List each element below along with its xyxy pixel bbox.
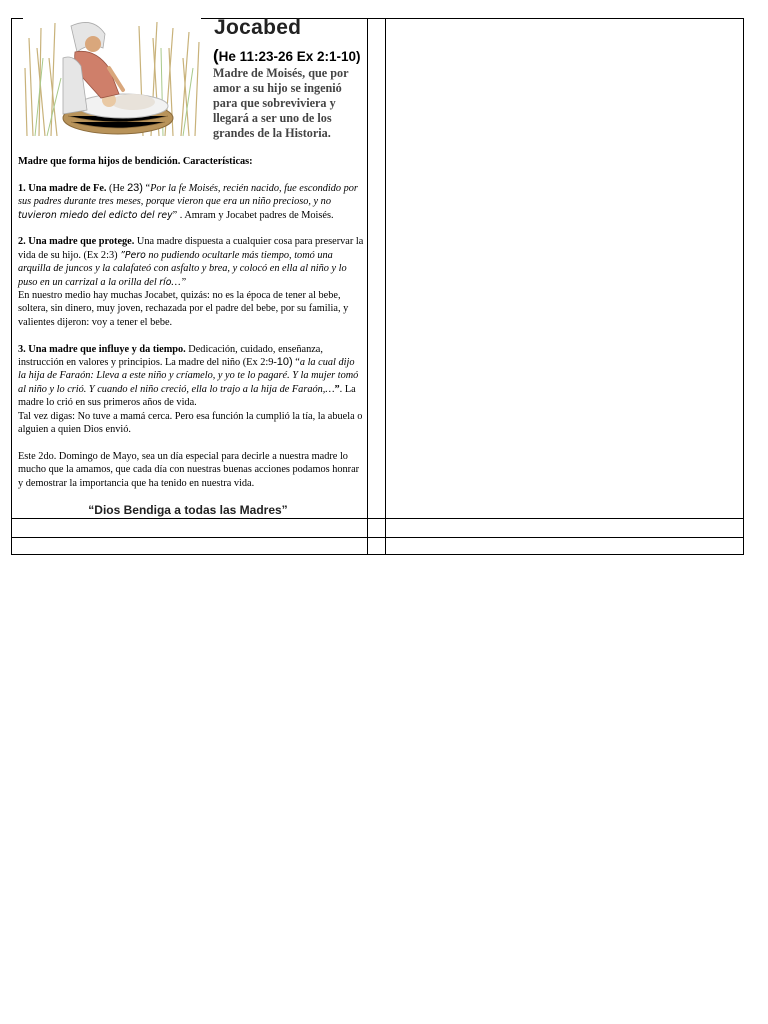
- section-1-tail: . Amram y Jocabet padres de Moisés.: [179, 209, 334, 221]
- section-1-title: 1. Una madre de Fe.: [18, 182, 107, 194]
- section-1-ref-number: 23): [127, 181, 143, 194]
- section-heading: Madre que forma hijos de bendición. Características:: [18, 156, 253, 167]
- section-1-ref: (He: [106, 182, 128, 194]
- quote-open: “: [292, 357, 300, 369]
- section-2-quote-handwritten-end: río: [159, 276, 172, 288]
- column-divider: [367, 19, 368, 554]
- section-1: [18, 182, 364, 222]
- section-3: [18, 343, 364, 437]
- section-2: [18, 235, 364, 329]
- section-3-text: Dedicación, cuidado, enseñanza, instrucción en valores y principios. La madre del niño (Ex 2:9-: [18, 343, 323, 369]
- intro-text: Madre de Moisés, que por amor a su hijo se ingenió para que sobreviviera y llegará a ser uno de los grandes de la Historia.: [213, 66, 349, 140]
- section-1-quote-handwritten: tuvieron miedo del edicto del rey: [18, 209, 173, 221]
- body-text: [18, 155, 364, 503]
- section-2-quote: no pudiendo ocultarle más tiempo, tomó una arquilla de juncos y la calafateó con asfalto y brea, y colocó en ella al niño y lo puso en un carrizal a la orilla del: [18, 249, 347, 288]
- quote-close: ”: [172, 209, 180, 221]
- section-2-title: 2. Una madre que protege.: [18, 236, 135, 248]
- quote-open: “: [142, 182, 151, 194]
- quote-close: …”: [171, 276, 187, 288]
- section-2-quote-handwritten: ”Pero: [120, 249, 146, 261]
- closing-paragraph: Este 2do. Domingo de Mayo, sea un día especial para decirle a nuestra madre lo mucho que la amamos, que cada día con nuestras buenas acciones podamos honrar y demostrar la importancia que ha tenido en nuestra vida.: [18, 450, 360, 489]
- row-divider: [12, 518, 743, 519]
- section-2-text: Una madre dispuesta a cualquier cosa para preservar la vida de su hijo. (Ex 2:3): [18, 236, 364, 261]
- section-3-quote: a la cual dijo la hija de Faraón: Lleva a este niño y críamelo, y yo te lo pagaré. Y la mujer tomó al niño y lo crió. Y cuando el niño creció, ella lo trajo a la hija de Faraón,…: [18, 357, 359, 395]
- scripture-reference: [213, 46, 361, 66]
- reference-text: He 11:23-26 Ex 2:1-10): [218, 49, 361, 64]
- illustration-moses-basket: [23, 18, 201, 138]
- section-1-quote: Por la fe Moisés, recién nacido, fue escondido por sus padres durante tres meses, porque vieron que era un niño precioso, y no: [18, 182, 358, 208]
- woman-with-basket-icon: [23, 18, 201, 138]
- section-3-extra: Tal vez digas: No tuve a mamá cerca. Pero esa función la cumplió la tía, la abuela o alguien a quien Dios envió.: [18, 410, 363, 436]
- section-2-extra: En nuestro medio hay muchas Jocabet, quizás: no es la época de tener al bebe, soltera, sin dinero, muy joven, rechazada por el padre del bebe, por su familia, y valientes dijeron: voy a tener el bebe.: [18, 290, 349, 328]
- section-3-title: 3. Una madre que influye y da tiempo.: [18, 343, 186, 355]
- blessing-line: “Dios Bendiga a todas las Madres”: [88, 503, 288, 517]
- row-divider: [12, 537, 743, 538]
- quote-close: ”: [334, 383, 340, 395]
- section-3-ref-number: 10): [276, 356, 293, 369]
- reference-open-paren: (: [213, 46, 219, 65]
- page-title: Jocabed: [214, 16, 302, 39]
- section-3-tail: . La madre lo crió en sus primeros años de vida.: [18, 383, 356, 409]
- column-divider: [385, 19, 386, 554]
